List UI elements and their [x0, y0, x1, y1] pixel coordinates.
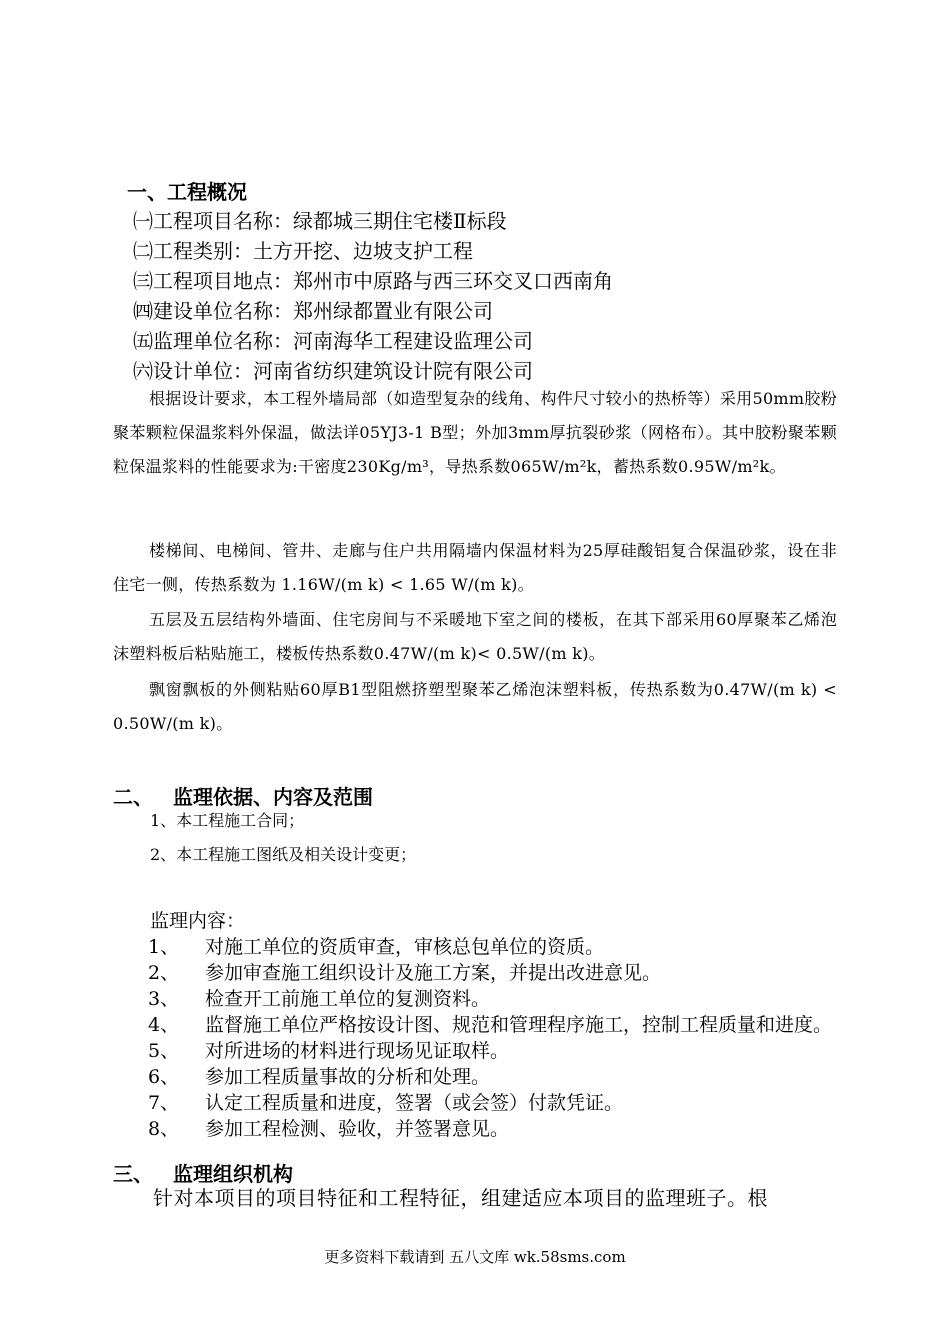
list-item-text: 检查开工前施工单位的复测资料。: [205, 988, 491, 1010]
supervisor-unit-item: ㈤监理单位名称：河南海华工程建设监理公司: [133, 329, 533, 353]
list-item-number: 2、: [148, 962, 180, 984]
list-item-number: 4、: [148, 1014, 180, 1036]
list-item-number: 1、: [148, 936, 180, 958]
list-item: [148, 1090, 838, 1116]
section2-number: 二、: [113, 785, 153, 809]
list-item-number: 5、: [148, 1040, 180, 1062]
project-location-item: ㈢工程项目地点：郑州市中原路与西三环交叉口西南角: [133, 269, 613, 293]
basis-item: 2、本工程施工图纸及相关设计变更；: [150, 845, 417, 864]
section2-title: 监理依据、内容及范围: [173, 785, 373, 809]
list-item: [148, 1116, 838, 1142]
design-unit-item: ㈥设计单位：河南省纺织建筑设计院有限公司: [133, 359, 533, 383]
paragraph-floor-insulation: 五层及五层结构外墙面、住宅房间与不采暖地下室之间的楼板，在其下部采用60厚聚苯乙烯泡沫塑料板后粘贴施工，楼板传热系数0.47W/(m k)< 0.5W/(m k)。: [113, 610, 837, 663]
list-item-text: 对施工单位的资质审查，审核总包单位的资质。: [205, 936, 605, 958]
list-item-text: 监督施工单位严格按设计图、规范和管理程序施工，控制工程质量和进度。: [205, 1014, 833, 1036]
list-item-text: 参加审查施工组织设计及施工方案，并提出改进意见。: [205, 962, 662, 984]
list-item-text: 参加工程检测、验收，并签署意见。: [205, 1118, 510, 1140]
basis-item: 1、本工程施工合同；: [150, 811, 305, 830]
list-item: [148, 986, 838, 1012]
section2-heading: [113, 781, 373, 810]
paragraph-exterior-insulation: 根据设计要求，本工程外墙局部（如造型复杂的线角、构件尺寸较小的热桥等）采用50mm胶粉聚苯颗粒保温浆料外保温，做法详05YJ3-1 B型；外加3mm厚抗裂砂浆（网格布）。其中胶粉聚苯颗粒保温浆料的性能要求为:干密度230Kg/m³，导热系数065W/m²k，蓄热系数0.95W/m²k。: [113, 389, 837, 476]
list-item-text: 参加工程质量事故的分析和处理。: [205, 1066, 491, 1088]
list-item: [148, 934, 838, 960]
list-item: [148, 1038, 838, 1064]
project-name-item: ㈠工程项目名称：绿都城三期住宅楼Ⅱ标段: [133, 209, 507, 233]
section3-text: 针对本项目的项目特征和工程特征，组建适应本项目的监理班子。根: [153, 1186, 768, 1210]
list-item: [148, 960, 838, 986]
list-item-text: 对所进场的材料进行现场见证取样。: [205, 1040, 510, 1062]
list-item-number: 7、: [148, 1092, 180, 1114]
content-title: 监理内容：: [150, 910, 246, 932]
client-unit-item: ㈣建设单位名称：郑州绿都置业有限公司: [133, 299, 493, 323]
list-item-number: 6、: [148, 1066, 180, 1088]
section1-heading: 一、工程概况: [127, 180, 247, 204]
list-item-number: 8、: [148, 1118, 180, 1140]
content-list: [148, 934, 838, 1142]
footer-download-note: 更多资料下载请到 五八文库 wk.58sms.com: [324, 1248, 626, 1266]
paragraph-interior-insulation: 楼梯间、电梯间、管井、走廊与住户共用隔墙内保温材料为25厚硅酸铝复合保温砂浆，设在非住宅一侧，传热系数为 1.16W/(m k) < 1.65 W/(m k)。: [113, 541, 837, 594]
section3-title: 监理组织机构: [173, 1162, 293, 1186]
list-item: [148, 1064, 838, 1090]
section3-number: 三、: [113, 1162, 153, 1186]
list-item-text: 认定工程质量和进度，签署（或会签）付款凭证。: [205, 1092, 624, 1114]
list-item-number: 3、: [148, 988, 180, 1010]
list-item: [148, 1012, 838, 1038]
paragraph-bay-window: 飘窗飘板的外侧粘贴60厚B1型阻燃挤塑型聚苯乙烯泡沫塑料板，传热系数为0.47W/(m k) < 0.50W/(m k)。: [113, 680, 837, 733]
project-type-item: ㈡工程类别：土方开挖、边坡支护工程: [133, 239, 473, 263]
